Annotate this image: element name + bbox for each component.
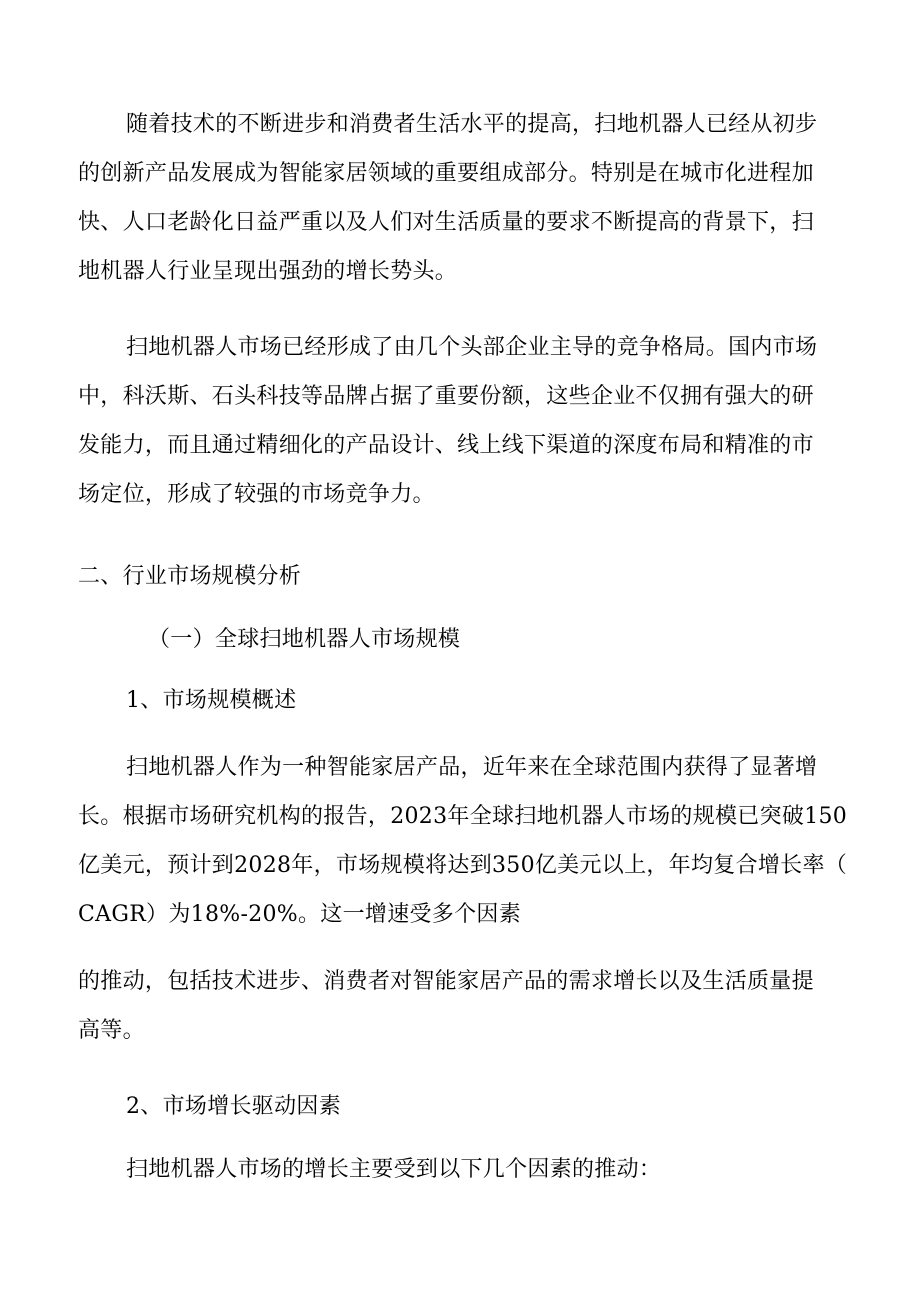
text-line: 地机器人行业呈现出强劲的增长势头。 xyxy=(78,259,458,284)
text-line: 场定位，形成了较强的市场竞争力。 xyxy=(78,482,435,507)
text-line: 的创新产品发展成为智能家居领域的重要组成部分。特别是在城市化进程加 xyxy=(78,161,814,186)
section-heading: 二、行业市场规模分析 xyxy=(78,564,302,589)
text-line: 扫地机器人作为一种智能家居产品，近年来在全球范围内获得了显著增 xyxy=(126,755,818,780)
text-line: 长。根据市场研究机构的报告，2023年全球扫地机器人市场的规模已突破150 xyxy=(78,804,848,829)
text-line: 快、人口老龄化日益严重以及人们对生活质量的要求不断提高的背景下，扫 xyxy=(78,210,814,235)
text-line: CAGR）为18%-20%。这一增速受多个因素 xyxy=(78,902,521,927)
item-heading-growth-drivers: 2、市场增长驱动因素 xyxy=(126,1094,341,1119)
text-line: 中，科沃斯、石头科技等品牌占据了重要份额，这些企业不仅拥有强大的研 xyxy=(78,384,814,409)
text-line: 扫地机器人市场的增长主要受到以下几个因素的推动： xyxy=(126,1157,662,1182)
text-line: 发能力，而且通过精细化的产品设计、线上线下渠道的深度布局和精准的市 xyxy=(78,433,814,458)
text-line: 扫地机器人市场已经形成了由几个头部企业主导的竞争格局。国内市场 xyxy=(126,335,818,360)
text-line: 高等。 xyxy=(78,1018,145,1043)
text-line: 的推动，包括技术进步、消费者对智能家居产品的需求增长以及生活质量提 xyxy=(78,969,814,994)
item-heading-market-overview: 1、市场规模概述 xyxy=(126,688,297,713)
text-line: 亿美元，预计到2028年，市场规模将达到350亿美元以上，年均复合增长率（ xyxy=(78,853,848,878)
text-line: 随着技术的不断进步和消费者生活水平的提高，扫地机器人已经从初步 xyxy=(126,112,818,137)
sub-heading: （一）全球扫地机器人市场规模 xyxy=(148,627,461,652)
